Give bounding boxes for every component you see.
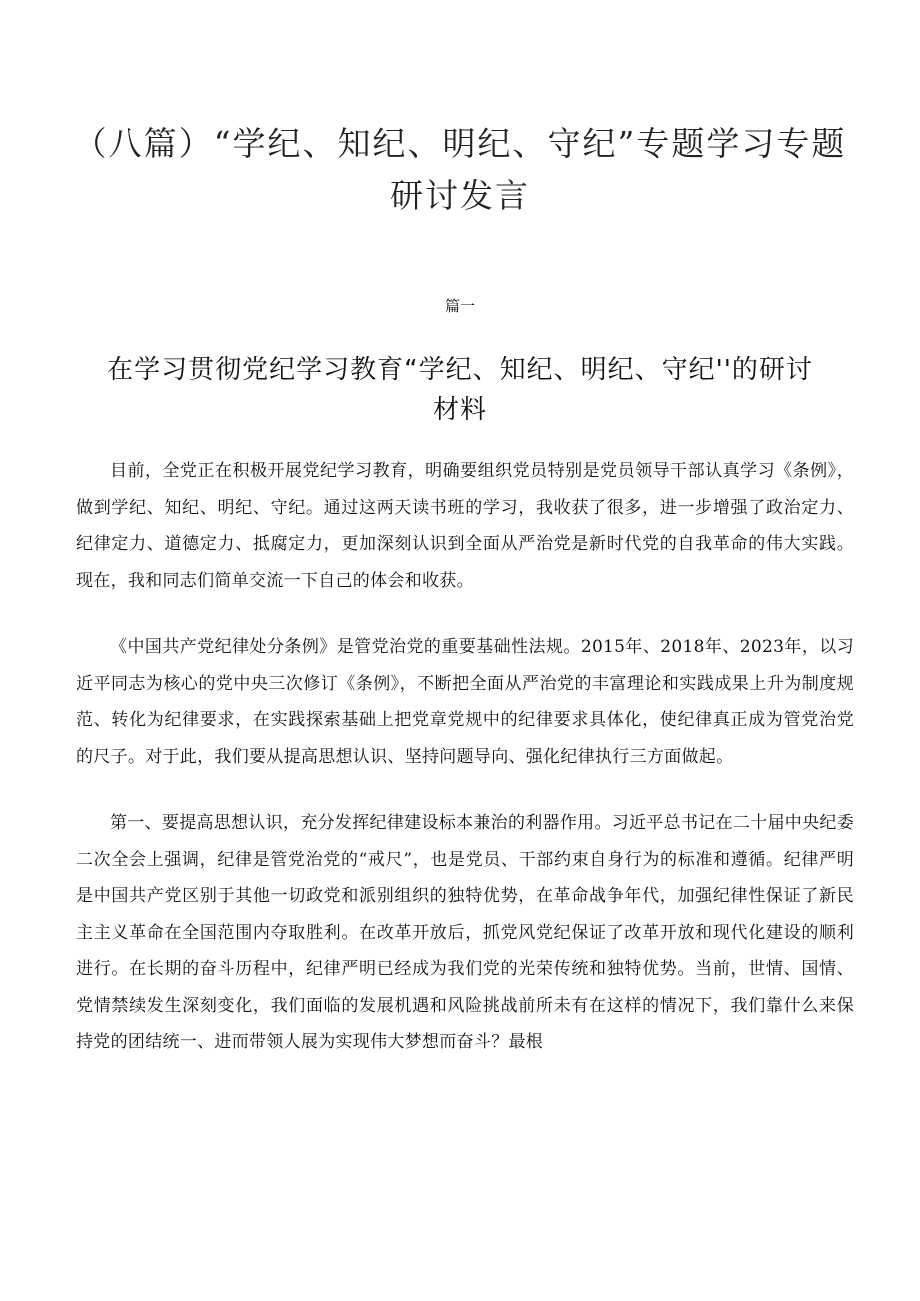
document-title: （八篇）“学纪、知纪、明纪、守纪”专题学习专题研讨发言: [73, 124, 847, 215]
section-label: 篇一: [444, 297, 475, 315]
paragraph: 目前，全党正在积极开展党纪学习教育，明确要组织党员特别是党员领导干部认真学习《条例》，做到学纪、知纪、明纪、守纪。通过这两天读书班的学习，我收获了很多，进一步增强了政治定力、纪律定力、道德定力、抵腐定力，更加深刻认识到全面从严治党是新时代党的自我革命的伟大实践。现在，我和同志们简单交流一下自己的体会和收获。: [76, 461, 854, 591]
paragraph: 第一、要提高思想认识，充分发挥纪律建设标本兼治的利器作用。习近平总书记在二十届中央纪委二次全会上强调，纪律是管党治党的“戒尺”，也是党员、干部约束自身行为的标准和遵循。纪律严明是中国共产党区别于其他一切政党和派别组织的独特优势，在革命战争年代，加强纪律性保证了新民主主义革命在全国范围内夺取胜利。在改革开放后，抓党风党纪保证了改革开放和现代化建设的顺利进行。在长期的奋斗历程中，纪律严明已经成为我们党的光荣传统和独特优势。当前，世情、国情、党情禁续发生深刻变化，我们面临的发展机遇和风险挑战前所未有在这样的情况下，我们靠什么来保持党的团结统一、进而带领人展为实现伟大梦想而奋斗？最根: [76, 813, 854, 1052]
document-body: [76, 453, 854, 1091]
section-subtitle: 在学习贯彻党纪学习教育“学纪、知纪、明纪、守纪''的研讨材料: [107, 355, 813, 425]
paragraph: 《中国共产党纪律处分条例》是管党治党的重要基础性法规。2015年、2018年、2023年，以习近平同志为核心的党中央三次修订《条例》，不断把全面从严治党的丰富理论和实践成果上升为制度规范、转化为纪律要求，在实践探索基础上把党章党规中的纪律要求具体化，使纪律真正成为管党治党的尺子。对于此，我们要从提高思想认识、坚持问题导向、强化纪律执行三方面做起。: [76, 637, 854, 767]
